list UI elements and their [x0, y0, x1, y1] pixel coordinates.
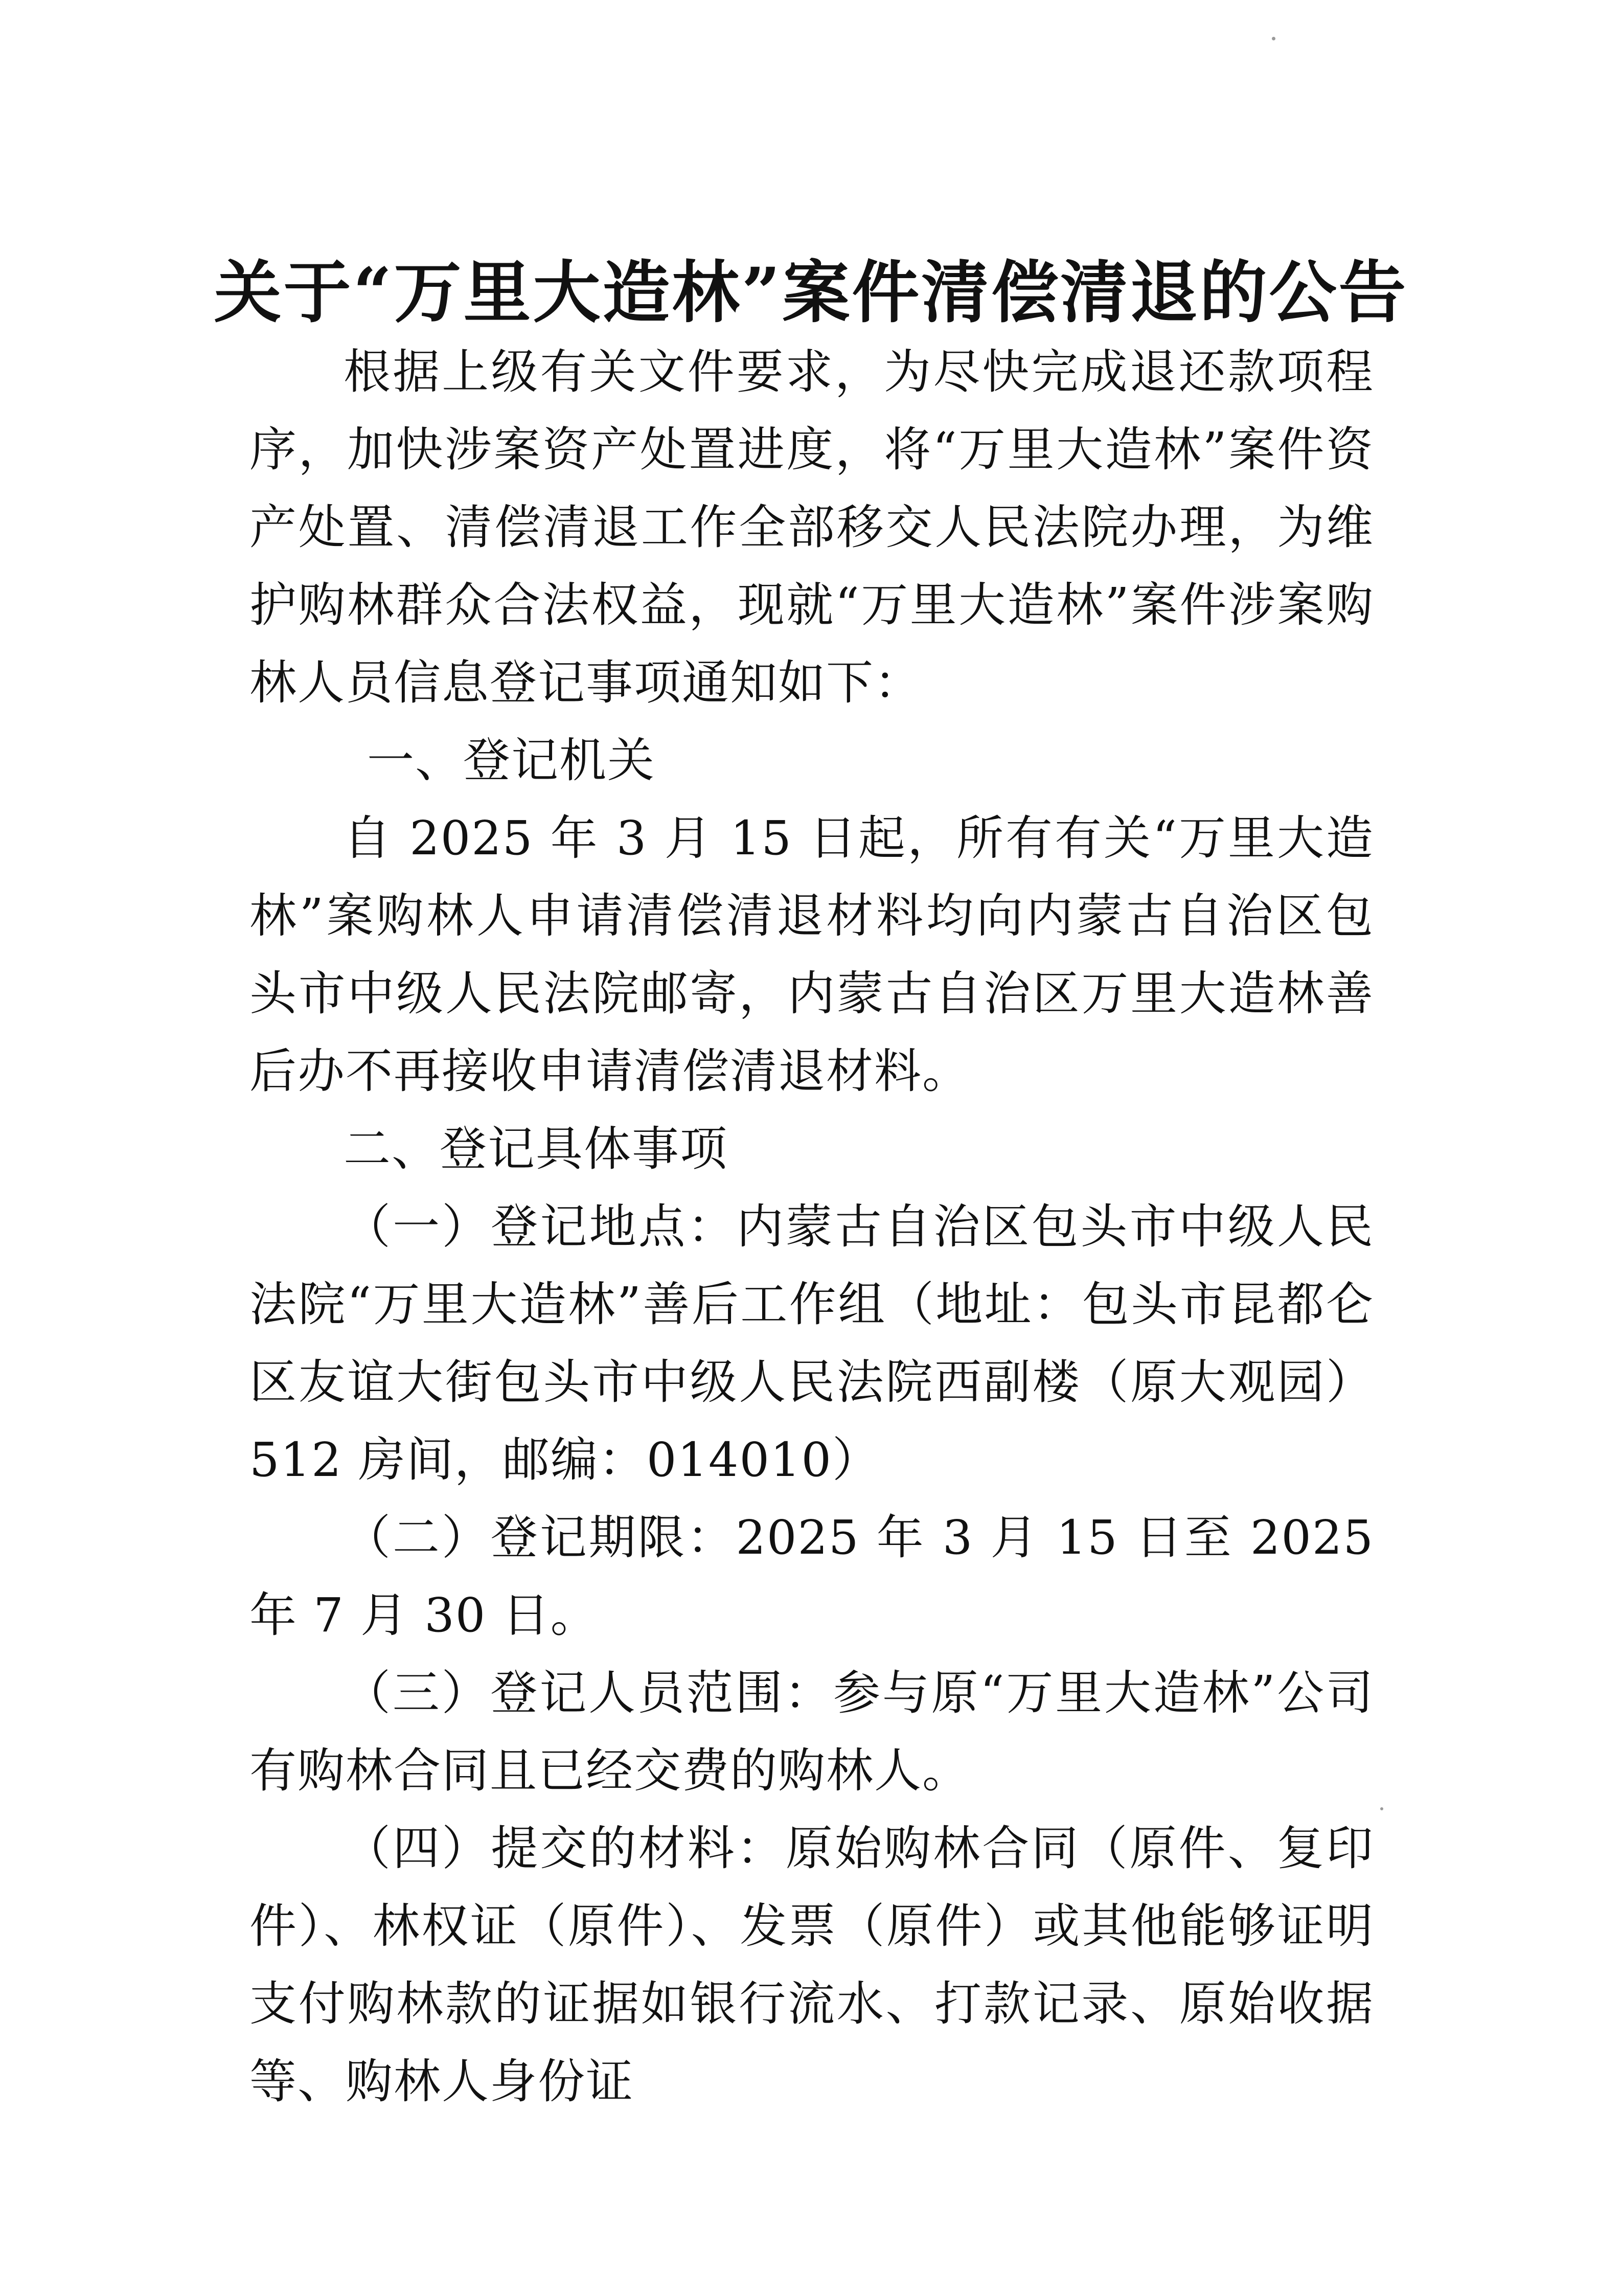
intro-paragraph: 根据上级有关文件要求，为尽快完成退还款项程序，加快涉案资产处置进度，将“万里大造林”案件资产处置、清偿清退工作全部移交人民法院办理，为维护购林群众合法权益，现就“万里大造林”案件涉案购林人员信息登记事项通知如下： — [249, 345, 1374, 710]
notice-title: 关于“万里大造林”案件清偿清退的公告 — [214, 253, 1408, 333]
required-materials-paragraph: （四）提交的材料：原始购林合同（原件、复印件）、林权证（原件）、发票（原件）或其他能够证明支付购林款的证据如银行流水、打款记录、原始收据等、购林人身份证 — [249, 1821, 1374, 2109]
registration-location-paragraph: （一）登记地点：内蒙古自治区包头市中级人民法院“万里大造林”善后工作组（地址：包头市昆都仑区友谊大街包头市中级人民法院西副楼（原大观园）512 房间，邮编：014010） — [249, 1199, 1374, 1487]
registration-scope-paragraph: （三）登记人员范围：参与原“万里大造林”公司有购林合同且已经交费的购林人。 — [249, 1666, 1374, 1798]
scan-speck — [1272, 37, 1275, 40]
registration-authority-paragraph: 自 2025 年 3 月 15 日起，所有有关“万里大造林”案购林人申请清偿清退材料均向内蒙古自治区包头市中级人民法院邮寄，内蒙古自治区万里大造林善后办不再接收申请清偿清退材料。 — [249, 811, 1374, 1099]
scan-speck — [1380, 1807, 1383, 1810]
section-heading-registration-authority: 一、登记机关 — [367, 733, 656, 788]
registration-period-paragraph: （二）登记期限：2025 年 3 月 15 日至 2025 年 7 月 30 日。 — [249, 1510, 1374, 1643]
section-heading-registration-details: 二、登记具体事项 — [344, 1122, 728, 1176]
notice-body — [249, 333, 1374, 2121]
